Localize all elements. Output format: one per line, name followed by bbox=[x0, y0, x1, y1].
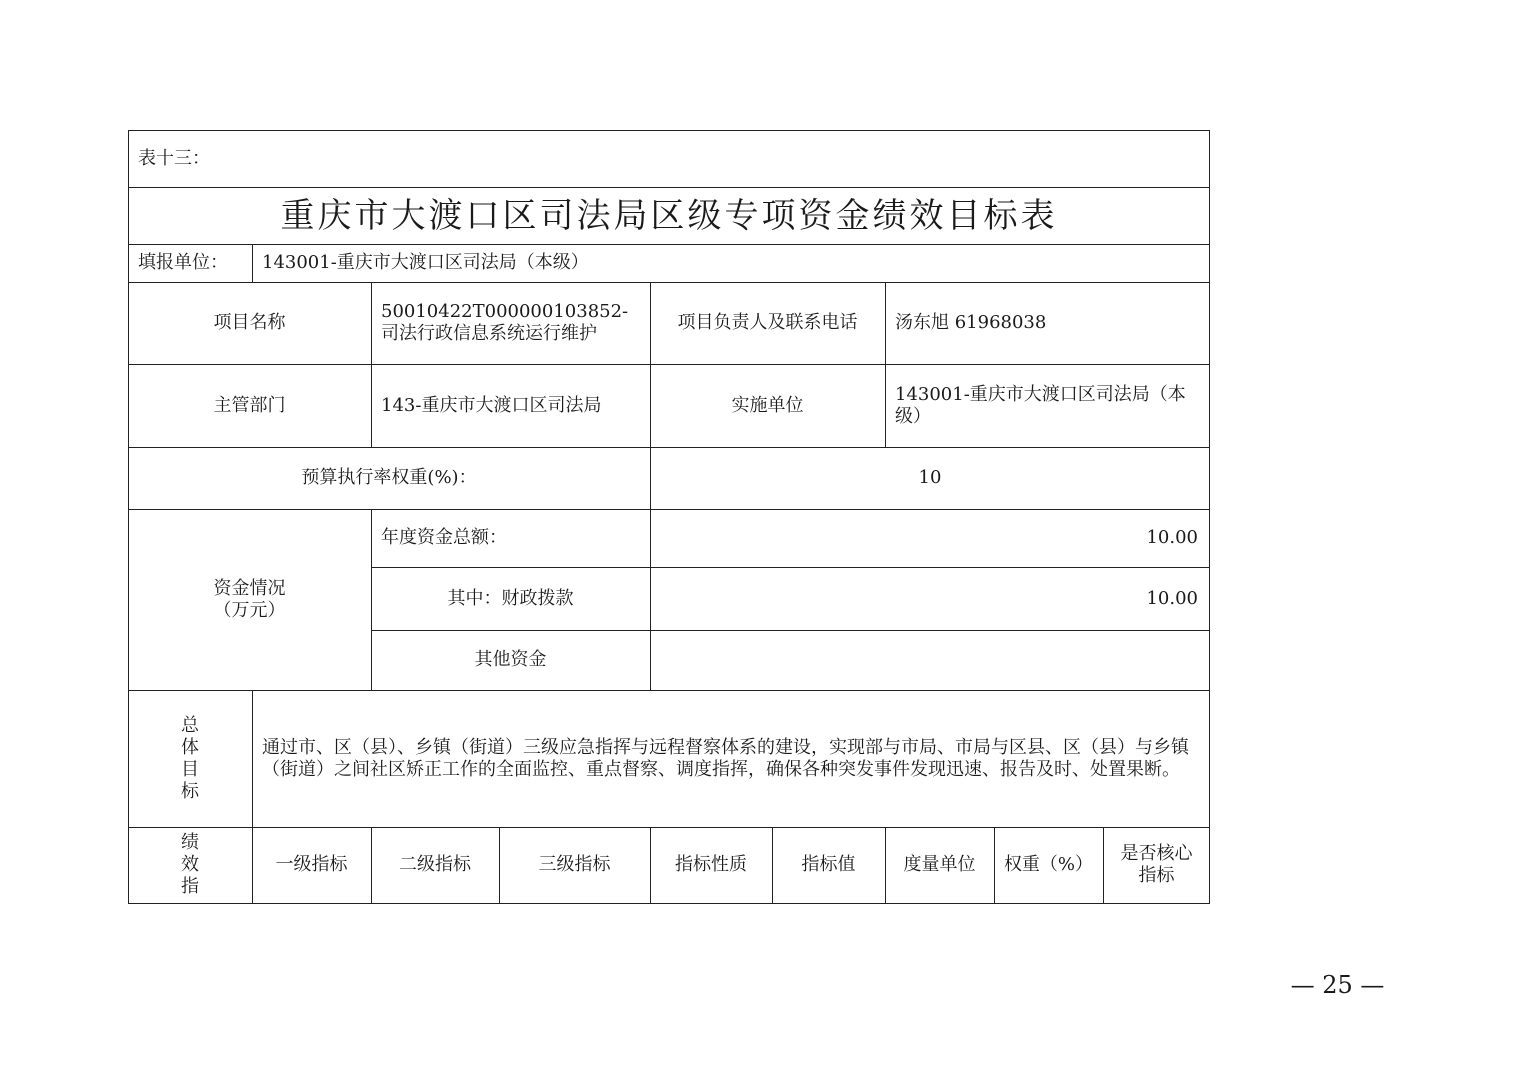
overall-goal-text: 通过市、区（县）、乡镇（街道）三级应急指挥与远程督察体系的建设，实现部与市局、市局与区县、区（县）与乡镇（街道）之间社区矫正工作的全面监控、重点督察、调度指挥，确保各种突发事件发现迅速、报告及时、处置果断。 bbox=[262, 736, 1189, 780]
project-contact-value: 汤东旭 61968038 bbox=[895, 312, 1047, 333]
indicators-label bbox=[128, 827, 252, 903]
overall-goal-label bbox=[128, 690, 252, 827]
indicator-header-level3: 三级指标 bbox=[538, 854, 611, 875]
overall-goal-label-char: 总 bbox=[181, 714, 199, 736]
project-name-value: 50010422T000000103852-司法行政信息系统运行维护 bbox=[381, 301, 629, 344]
funds-other-value bbox=[650, 630, 1210, 690]
indicator-header-core: 是否核心指标 bbox=[1120, 843, 1193, 886]
project-contact-label: 项目负责人及联系电话 bbox=[677, 312, 858, 333]
indicator-header-value: 指标值 bbox=[801, 854, 856, 875]
indicator-header-unit: 度量单位 bbox=[903, 854, 976, 875]
indicator-header-level1: 一级指标 bbox=[275, 854, 348, 875]
department-label: 主管部门 bbox=[213, 394, 286, 416]
indicators-label-char: 指 bbox=[181, 876, 199, 897]
reporting-unit-value: 143001-重庆市大渡口区司法局（本级） bbox=[262, 252, 589, 273]
funds-label-line1: 资金情况 bbox=[213, 577, 286, 599]
table-label: 表十三： bbox=[138, 147, 210, 169]
budget-rate-label: 预算执行率权重(%)： bbox=[301, 467, 477, 488]
indicators-label-char: 效 bbox=[181, 854, 199, 875]
funds-label-line2: （万元） bbox=[213, 599, 286, 621]
implementing-unit-label: 实施单位 bbox=[731, 394, 804, 416]
funds-fiscal-value: 10.00 bbox=[1146, 587, 1198, 609]
reporting-unit-label: 填报单位： bbox=[138, 252, 228, 273]
overall-goal-label-char: 目 bbox=[181, 758, 199, 780]
funds-label bbox=[128, 509, 371, 690]
project-name-label: 项目名称 bbox=[213, 312, 286, 333]
table-border-bottom bbox=[128, 903, 1210, 904]
page-number: — 25 — bbox=[1290, 971, 1385, 999]
indicator-header-nature: 指标性质 bbox=[675, 854, 747, 875]
funds-fiscal-label: 其中：财政拨款 bbox=[447, 587, 574, 609]
indicator-header-weight: 权重（%） bbox=[1003, 854, 1094, 875]
funds-other-label: 其他资金 bbox=[474, 649, 547, 670]
document-title: 重庆市大渡口区司法局区级专项资金绩效目标表 bbox=[280, 195, 1058, 236]
overall-goal-label-char: 标 bbox=[181, 780, 199, 802]
department-value: 143-重庆市大渡口区司法局 bbox=[381, 394, 602, 416]
budget-rate-value: 10 bbox=[918, 467, 942, 488]
funds-total-value: 10.00 bbox=[1146, 527, 1198, 548]
implementing-unit-value: 143001-重庆市大渡口区司法局（本级） bbox=[895, 383, 1186, 427]
indicator-header-level2: 二级指标 bbox=[399, 854, 471, 875]
indicators-label-char: 绩 bbox=[181, 832, 199, 853]
overall-goal-label-char: 体 bbox=[181, 736, 199, 758]
funds-total-label: 年度资金总额： bbox=[381, 527, 507, 548]
